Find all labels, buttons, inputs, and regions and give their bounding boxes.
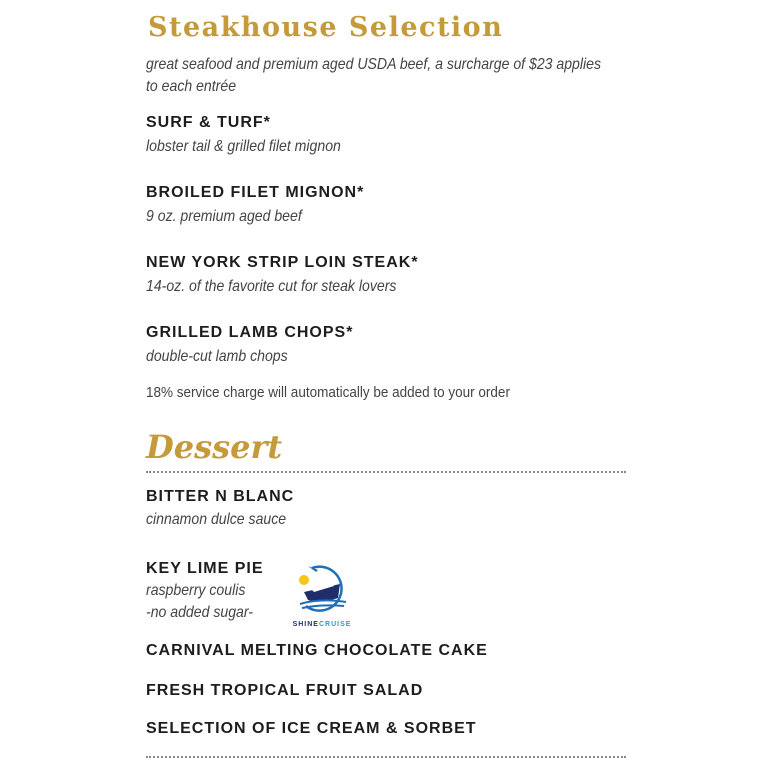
menu-item-desc: lobster tail & grilled filet mignon <box>146 138 341 155</box>
menu-item-name: BROILED FILET MIGNON* <box>146 184 365 201</box>
menu-item-name: FRESH TROPICAL FRUIT SALAD <box>146 682 424 699</box>
divider <box>146 471 626 473</box>
menu-item-name: BITTER N BLANC <box>146 488 295 505</box>
shine-cruise-logo <box>290 560 354 626</box>
logo-text: SHINE <box>292 621 319 628</box>
menu-item-desc: -no added sugar- <box>146 604 253 621</box>
divider <box>146 756 626 758</box>
menu-item-name: SURF & TURF* <box>146 114 271 131</box>
service-charge-note: 18% service charge will automatically be added to your order <box>146 384 510 401</box>
menu-item-name: CARNIVAL MELTING CHOCOLATE CAKE <box>146 642 488 659</box>
menu-item-name: SELECTION OF ICE CREAM & SORBET <box>146 720 477 737</box>
cruise-ship-icon <box>290 560 354 616</box>
dessert-title: Dessert <box>146 428 283 466</box>
menu-item-desc: 9 oz. premium aged beef <box>146 208 302 225</box>
menu-item-desc: cinnamon dulce sauce <box>146 511 287 528</box>
menu-item-desc: raspberry coulis <box>146 582 246 599</box>
menu-item-desc: double-cut lamb chops <box>146 348 288 365</box>
menu-item-desc: 14-oz. of the favorite cut for steak lovers <box>146 278 397 295</box>
menu-item-name: GRILLED LAMB CHOPS* <box>146 324 354 341</box>
menu-item-name: NEW YORK STRIP LOIN STEAK* <box>146 254 419 271</box>
steakhouse-intro: great seafood and premium aged USDA beef, a surcharge of $23 applies to each entrée <box>146 56 602 95</box>
menu-item-name: KEY LIME PIE <box>146 560 264 577</box>
logo-text: CRUISE <box>318 621 352 628</box>
steakhouse-title: Steakhouse Selection <box>148 12 504 43</box>
